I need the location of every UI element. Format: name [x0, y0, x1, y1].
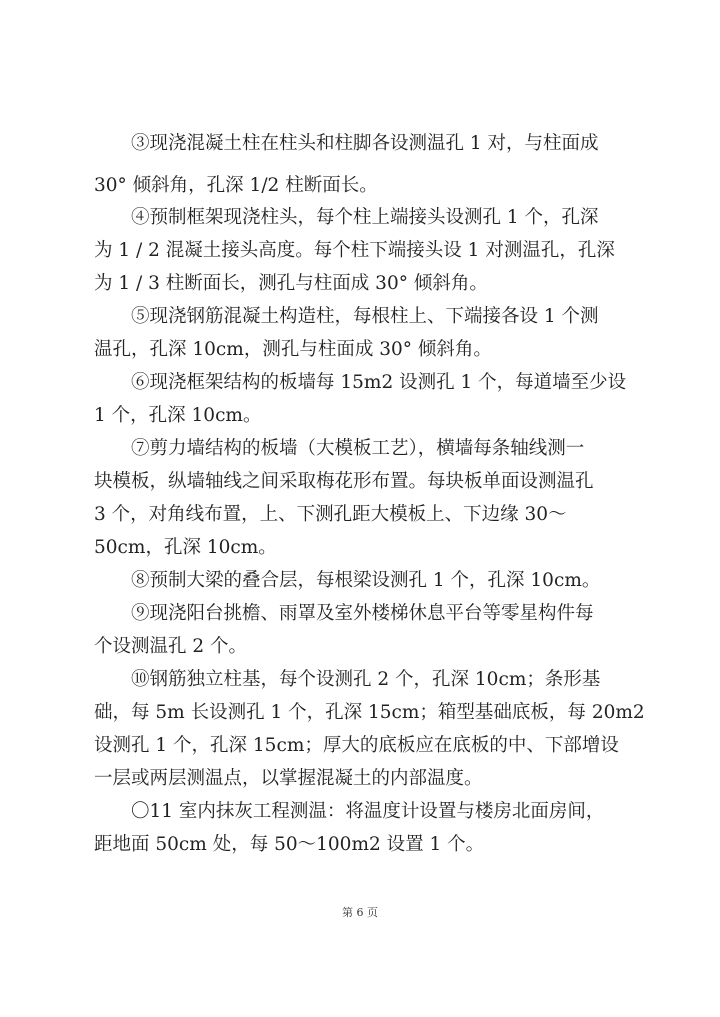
- text-line: 础，每 5m 长设测孔 1 个，孔深 15cm；箱型基础底板，每 20m2: [94, 702, 645, 723]
- text-line: 块模板，纵墙轴线之间采取梅花形布置。每块板单面设测温孔: [94, 471, 594, 492]
- text-line: ⑦剪力墙结构的板墙（大模板工艺），横墙每条轴线测一: [131, 438, 585, 459]
- text-line: 3 个，对角线布置，上、下测孔距大模板上、下边缘 30～: [94, 504, 567, 525]
- text-line: 距地面 50cm 处，每 50～100m2 设置 1 个。: [94, 834, 485, 855]
- text-line: ③现浇混凝土柱在柱头和柱脚各设测温孔 1 对，与柱面成: [131, 133, 599, 154]
- text-line: ④预制框架现浇柱头，每个柱上端接头设测孔 1 个，孔深: [131, 207, 599, 228]
- text-line: 50cm，孔深 10cm。: [94, 537, 277, 558]
- text-line: 为 1 / 3 柱断面长，测孔与柱面成 30° 倾斜角。: [94, 273, 488, 294]
- text-line: 一层或两层测温点，以掌握混凝土的内部温度。: [94, 768, 483, 789]
- text-line: 1 个，孔深 10cm。: [94, 405, 262, 426]
- text-line: 个设测温孔 2 个。: [94, 636, 248, 657]
- page-number: 第 6 页: [342, 906, 378, 919]
- text-line: ⑨现浇阳台挑檐、雨罩及室外楼梯休息平台等零星构件每: [131, 603, 594, 624]
- text-line: 〇11 室内抹灰工程测温：将温度计设置与楼房北面房间，: [131, 801, 605, 822]
- text-line: ⑩钢筋独立柱基，每个设测孔 2 个，孔深 10cm；条形基: [131, 669, 601, 690]
- text-line: 为 1 / 2 混凝土接头高度。每个柱下端接头设 1 对测温孔，孔深: [94, 240, 615, 261]
- text-line: 温孔，孔深 10cm，测孔与柱面成 30° 倾斜角。: [94, 339, 492, 360]
- text-line: ⑤现浇钢筋混凝土构造柱，每根柱上、下端接各设 1 个测: [131, 306, 599, 327]
- text-line: ⑥现浇框架结构的板墙每 15m2 设测孔 1 个，每道墙至少设: [131, 372, 627, 393]
- text-line: 30° 倾斜角，孔深 1/2 柱断面长。: [94, 175, 378, 196]
- text-line: 设测孔 1 个，孔深 15cm；厚大的底板应在底板的中、下部增设: [94, 735, 619, 756]
- text-line: ⑧预制大梁的叠合层，每根梁设测孔 1 个，孔深 10cm。: [131, 570, 601, 591]
